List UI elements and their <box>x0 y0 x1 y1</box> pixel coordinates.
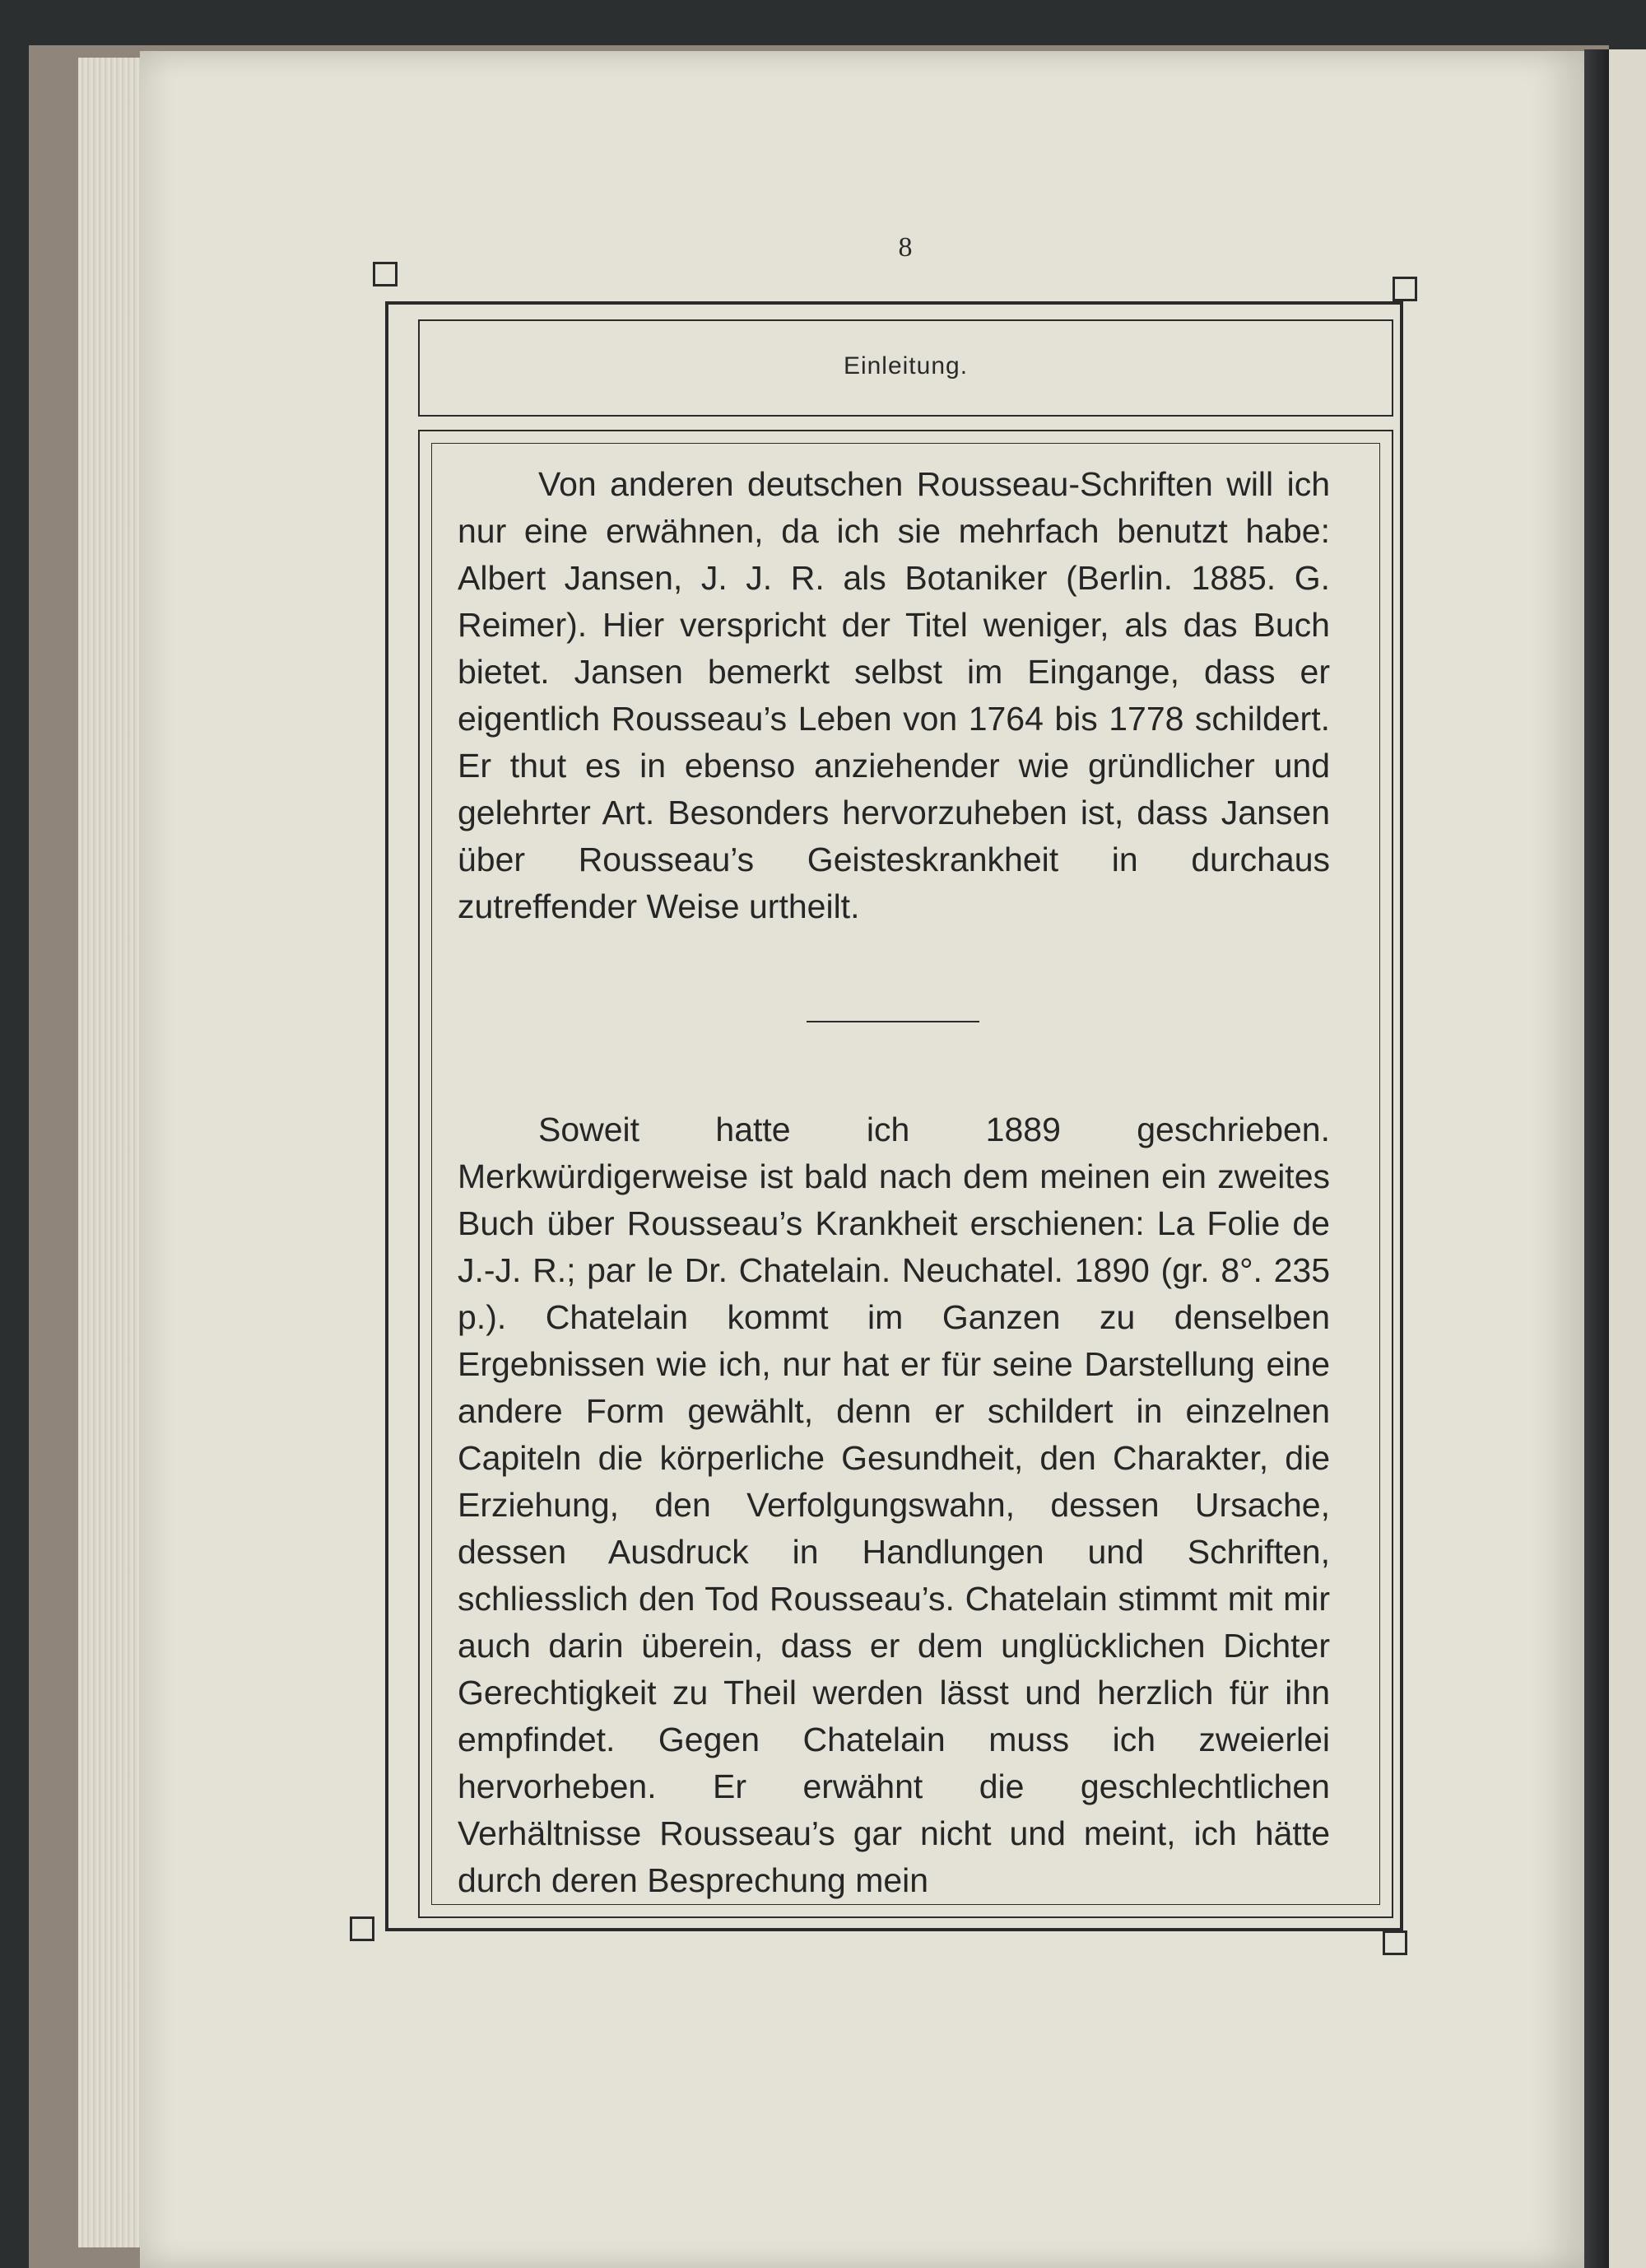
paragraph <box>458 1106 1330 1904</box>
frame-corner-ornament <box>1383 1930 1407 1955</box>
paragraph-text: Von anderen deutschen Rousseau-Schriften will ich nur eine erwähnen, da ich sie mehrfach benutzt habe: Albert Jansen, J. J. R. als Botaniker (Berlin. 1885. G. Reimer). Hier verspricht der Titel weniger, als das Buch bietet. Jansen bemerkt selbst im Eingange, dass er eigentlich Rousseau’s Leben von 1764 bis 1778 schildert. Er thut es in ebenso anziehender wie gründlicher und gelehrter Art. Besonders hervorzuheben ist, dass Jansen über Rousseau’s Geisteskrankheit in durchaus zutreffender Weise urtheilt. <box>458 465 1330 925</box>
paragraph <box>458 461 1330 930</box>
facing-page-edge <box>1609 49 1646 2268</box>
section-divider <box>807 1021 979 1022</box>
book-gutter <box>1584 49 1609 2268</box>
paragraph-text: Soweit hatte ich 1889 geschrieben. Merkwürdigerweise ist bald nach dem meinen ein zweites Buch über Rousseau’s Krankheit erschienen: La Folie de J.-J. R.; par le Dr. Chatelain. Neuchatel. 1890 (gr. 8°. 235 p.). Chatelain kommt im Ganzen zu denselben Ergebnissen wie ich, nur hat er für seine Darstellung eine andere Form gewählt, denn er schildert in einzelnen Capiteln die körperliche Gesundheit, den Charakter, die Erziehung, den Verfolgungswahn, dessen Ursache, dessen Ausdruck in Handlungen und Schriften, schliesslich den Tod Rousseau’s. Chatelain stimmt mit mir auch darin überein, dass er dem unglücklichen Dichter Gerechtigkeit zu Theil werden lässt und herzlich für ihn empfindet. Gegen Chatelain muss ich zweierlei hervorheben. Er erwähnt die geschlechtlichen Verhältnisse Rousseau’s gar nicht und meint, ich hätte durch deren Besprechung mein <box>458 1111 1330 1899</box>
page-number: 8 <box>898 232 913 263</box>
frame-corner-ornament <box>1393 277 1417 301</box>
frame-corner-ornament <box>373 262 398 286</box>
frame-corner-ornament <box>350 1916 374 1941</box>
running-head: Einleitung. <box>843 352 969 380</box>
